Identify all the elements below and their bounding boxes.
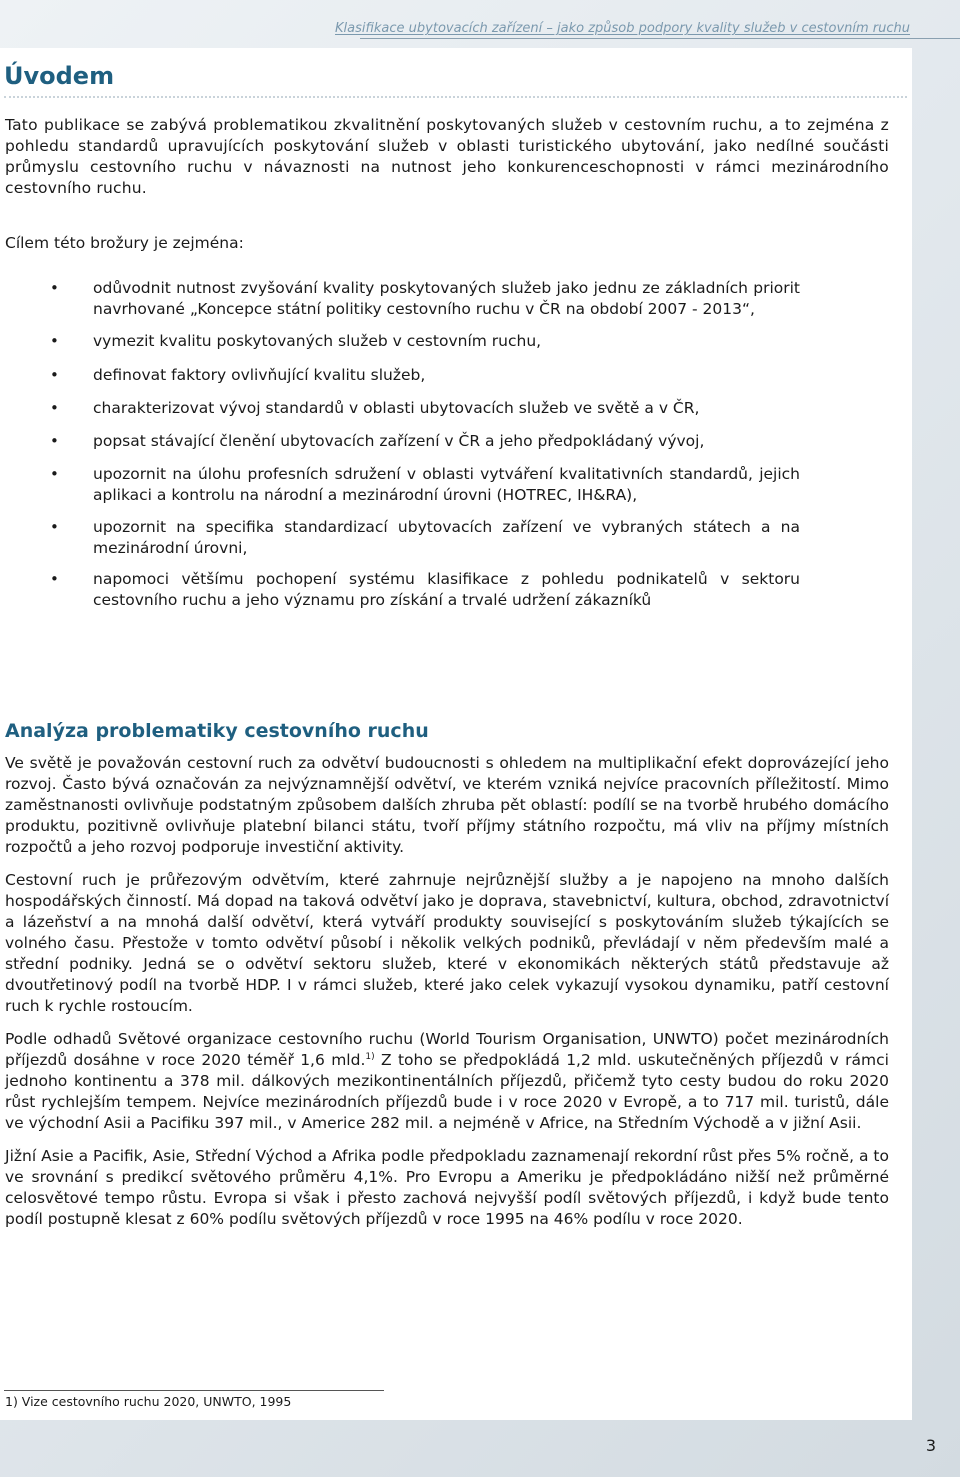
- paragraph-text: Z toho se předpokládá 1,2 mld. uskutečněných příjezdů v rámci jednoho kontinentu a 378 mil. dálkových mezikontinentálních příjezdů, přičemž tyto cesty budou do roku 2020 růst rychlejším tempem. Nejvíce mezinárodních příjezdů bude i v roce 2020 v Evropě, a to 717 mil. turistů, dále ve východní Asii a Pacifiku 397 mil., v Americe 282 mil. a nejméně v Africe, na Středním Východě a v jižní Asii.: [5, 1051, 889, 1132]
- goals-list: [0, 278, 908, 611]
- analysis-body: [5, 753, 889, 1242]
- footnote-ref: 1): [365, 1051, 375, 1062]
- goal-item: • vymezit kvalitu poskytovaných služeb v cestovním ruchu,: [0, 331, 908, 352]
- title-dotted-rule: [4, 96, 907, 98]
- running-header: Klasifikace ubytovacích zařízení – jako způsob podpory kvality služeb v cestovním ruchu: [335, 21, 910, 36]
- analysis-paragraph: [5, 1029, 889, 1134]
- intro-title: Úvodem: [4, 62, 115, 90]
- goal-item: • definovat faktory ovlivňující kvalitu služeb,: [0, 365, 908, 386]
- footnote: 1) Vize cestovního ruchu 2020, UNWTO, 1995: [5, 1394, 292, 1409]
- goal-item: • odůvodnit nutnost zvyšování kvality poskytovaných služeb jako jednu ze základních priorit navrhované „Koncepce státní politiky cestovního ruchu v ČR na období 2007 - 2013“,: [0, 278, 908, 320]
- goals-heading: Cílem této brožury je zejména:: [5, 234, 244, 252]
- intro-paragraph: Tato publikace se zabývá problematikou zkvalitnění poskytovaných služeb v cestovním ruchu, a to zejména z pohledu standardů upravujících poskytování služeb v oblasti turistického ubytování, jako nedílné součásti průmyslu cestovního ruchu v návaznosti na nutnost jeho konkurenceschopnosti v rámci mezinárodního cestovního ruchu.: [5, 116, 889, 197]
- analysis-title: Analýza problematiky cestovního ruchu: [5, 720, 429, 742]
- analysis-paragraph: Cestovní ruch je průřezovým odvětvím, které zahrnuje nejrůznější služby a je napojeno na mnoho dalších hospodářských činností. Má dopad na taková odvětví jako je doprava, stavebnictví, kultura, obchod, zdravotnictví a lázeňství a na mnohá další odvětví, která vytváří produkty související s poskytováním služeb týkajících se volného času. Přestože v tomto odvětví působí i několik velkých podniků, převládají v něm především malé a střední podniky. Jedná se o odvětví sektoru služeb, které v ekonomikách některých států představuje až dvoutřetinový podíl na tvorbě HDP. I v rámci služeb, které jako celek vykazují vysokou dynamiku, patří cestovní ruch k rychle rostoucím.: [5, 871, 889, 1015]
- goal-item: • popsat stávající členění ubytovacích zařízení v ČR a jeho předpokládaný vývoj,: [0, 431, 908, 452]
- analysis-paragraph: Jižní Asie a Pacifik, Asie, Střední Východ a Afrika podle předpokladu zaznamenají rekordní růst přes 5% ročně, a to ve srovnání s predikcí světového průměru 4,1%. Pro Evropu a Ameriku je předpokládáno nižší než průměrné celosvětové tempo růstu. Evropa si však i přesto zachová nejvyšší podíl světových příjezdů, i když bude tento podíl postupně klesat z 60% podílu světových příjezdů v roce 1995 na 46% podílu v roce 2020.: [5, 1147, 889, 1228]
- goal-item: • upozornit na specifika standardizací ubytovacích zařízení ve vybraných státech a na mezinárodní úrovni,: [0, 517, 908, 559]
- header-rule: [360, 38, 960, 39]
- analysis-paragraph: Ve světě je považován cestovní ruch za odvětví budoucnosti s ohledem na multiplikační efekt doprovázející jeho rozvoj. Často bývá označován za nejvýznamnější odvětví, ve kterém vzniká nejvíce pracovních příležitostí. Mimo zaměstnanosti ovlivňuje podstatným způsobem dalších zhruba pět oblastí: podílí se na tvorbě hrubého domácího produktu, pozitivně ovlivňuje platební bilanci státu, tvoří příjmy státního rozpočtu, má vliv na příjmy místních rozpočtů a jeho rozvoj podporuje investiční aktivity.: [5, 754, 889, 856]
- paragraph-text: Podle odhadů Světové organizace cestovního ruchu (World Tourism Organisation, UNWTO) počet mezinárodních příjezdů dosáhne v roce 2020 téměř 1,6 mld.: [5, 1030, 889, 1069]
- page-number: 3: [925, 1436, 936, 1455]
- goal-item: • charakterizovat vývoj standardů v oblasti ubytovacích služeb ve světě a v ČR,: [0, 398, 908, 419]
- goal-item: • upozornit na úlohu profesních sdružení v oblasti vytváření kvalitativních standardů, jejich aplikaci a kontrolu na národní a mezinárodní úrovni (HOTREC, IH&RA),: [0, 464, 908, 506]
- footnote-rule: [4, 1390, 384, 1391]
- goal-item: • napomoci většímu pochopení systému klasifikace z pohledu podnikatelů v sektoru cestovního ruchu a jeho významu pro získání a trvalé udržení zákazníků: [0, 569, 908, 611]
